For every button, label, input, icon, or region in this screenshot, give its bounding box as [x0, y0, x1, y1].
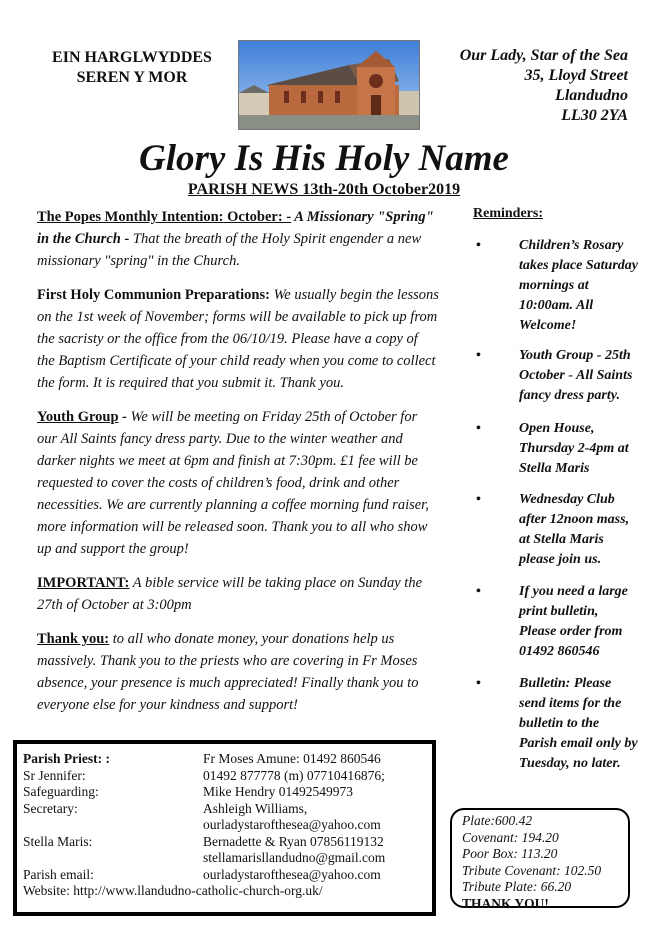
address-line: Our Lady, Star of the Sea	[459, 47, 628, 64]
contact-value: Fr Moses Amune: 01492 860546	[203, 751, 381, 766]
bullet-icon: •	[476, 348, 481, 363]
church-photo	[238, 40, 420, 130]
bullet-icon: •	[476, 421, 481, 436]
welsh-church-name	[26, 48, 238, 88]
welsh-line-2: SEREN Y MOR	[76, 69, 188, 86]
reminder-text: Open House, Thursday 2-4pm at Stella Maris	[519, 421, 629, 476]
bullet-icon: •	[476, 492, 481, 507]
page-title: Glory Is His Holy Name	[139, 138, 509, 179]
reminder-item	[476, 419, 638, 479]
address-line: LL30 2YA	[561, 107, 628, 124]
contact-row	[17, 751, 432, 768]
bullet-icon: •	[476, 676, 481, 691]
collection-line: Plate:600.42	[462, 813, 533, 828]
thanks-paragraph	[37, 628, 439, 716]
contact-value: ourladystaroftheseа@yahoo.com	[203, 817, 381, 832]
popes-subheading: A Missionary "Spring" in the Church -	[37, 209, 434, 247]
contact-value: Ashleigh Williams,	[203, 800, 308, 816]
reminder-text: Children’s Rosary takes place Saturday mornings at 10:00am. All Welcome!	[519, 238, 638, 333]
bullet-icon: •	[476, 584, 481, 599]
contact-row	[17, 850, 432, 867]
contact-value: 01492 877778 (m) 07710416876;	[203, 767, 385, 783]
contact-label: Parish Priest: :	[23, 751, 110, 766]
contact-value: Mike Hendry 01492549973	[203, 784, 353, 799]
reminders-heading: Reminders:	[473, 206, 543, 221]
reminder-text: Wednesday Club after 12noon mass, at Stella Maris please join us.	[519, 492, 630, 567]
contact-label: Secretary:	[23, 800, 78, 816]
reminder-item	[476, 490, 638, 570]
youth-group-paragraph	[37, 406, 439, 560]
communion-text: We usually begin the lessons on the 1st week of November; forms will be available to pick up from the sacristy or the office from the 06/10/19. Please have a copy of the Baptism Certificate of your child ready when you come to collect the form. It is required that you submit it. Thank you.	[37, 287, 439, 391]
youth-separator: -	[118, 409, 131, 425]
reminder-text: Bulletin: Please send items for the bulletin to the Parish email only by Tuesday, no later.	[519, 676, 638, 771]
thanks-heading: Thank you:	[37, 631, 110, 647]
address-line: 35, Lloyd Street	[524, 67, 628, 84]
contact-label: Safeguarding:	[23, 784, 99, 799]
contact-row	[17, 883, 432, 900]
contact-row	[17, 867, 432, 884]
contact-label: Parish email:	[23, 866, 94, 882]
collection-line: Covenant: 194.20	[462, 829, 559, 845]
youth-heading: Youth Group	[37, 409, 119, 425]
contact-box	[13, 740, 436, 916]
address-line: Llandudno	[555, 87, 628, 104]
contact-value: ourladystaroftheseа@yahoo.com	[203, 866, 381, 882]
reminder-text: If you need a large print bulletin, Please order from 01492 860546	[519, 584, 628, 659]
contact-value: Bernadette & Ryan 07856119132	[203, 833, 384, 849]
contact-row	[17, 817, 432, 834]
bullet-icon: •	[476, 238, 481, 253]
important-heading: IMPORTANT:	[37, 575, 130, 591]
reminder-item	[476, 582, 638, 662]
reminder-item	[476, 674, 638, 774]
communion-paragraph	[37, 284, 439, 394]
important-text: A bible service will be taking place on Sunday the 27th of October at 3:00pm	[37, 575, 423, 613]
collection-line: Tribute Plate: 66.20	[462, 879, 572, 894]
contact-row	[17, 801, 432, 818]
popes-heading: The Popes Monthly Intention: October: -	[37, 209, 292, 225]
collection-line: Poor Box: 113.20	[462, 846, 558, 861]
contact-label: Stella Maris:	[23, 833, 93, 849]
youth-text: We will be meeting on Friday 25th of October for our All Saints fancy dress party. Due to the winter weather and darker nights we meet at 6pm and finish at 7:30pm. £1 fee will be requested to cover the costs of children’s food, drink and other necessities. We are currently planning a coffee morning fund raiser, more information will be released soon. Thank you to all who show up and support the group!	[37, 409, 429, 557]
reminder-text: Youth Group - 25th October - All Saints fancy dress party.	[519, 348, 633, 403]
collection-box	[450, 808, 630, 911]
collection-line: Tribute Covenant: 102.50	[462, 862, 602, 878]
popes-intention-paragraph	[37, 206, 439, 272]
reminder-item	[476, 346, 638, 406]
communion-heading: First Holy Communion Preparations:	[37, 287, 270, 303]
main-column	[37, 206, 439, 728]
contact-row	[17, 834, 432, 851]
contact-label: Sr Jennifer:	[23, 767, 86, 783]
contact-row	[17, 784, 432, 801]
page-subtitle	[0, 180, 648, 200]
popes-text: That the breath of the Holy Spirit engender a new missionary "spring" in the Church.	[37, 231, 422, 269]
website-text: Website: http://www.llandudno-catholic-church-org.uk/	[23, 883, 323, 898]
reminder-item	[476, 236, 638, 336]
contact-row	[17, 768, 432, 785]
thanks-text: to all who donate money, your donations help us massively. Thank you to the priests who are covering in Fr Moses absence, your presence is much appreciated! Finally thank you to everyone else for your kindness and support!	[37, 631, 419, 713]
contact-value: stellamarisllandudno@gmail.com	[203, 850, 386, 865]
collection-thanks: THANK YOU!	[462, 895, 549, 911]
church-address	[418, 46, 628, 126]
subtitle-text: PARISH NEWS 13th-20th October2019	[187, 181, 461, 198]
important-paragraph	[37, 572, 439, 616]
welsh-line-1: EIN HARGLWYDDES	[52, 49, 212, 66]
